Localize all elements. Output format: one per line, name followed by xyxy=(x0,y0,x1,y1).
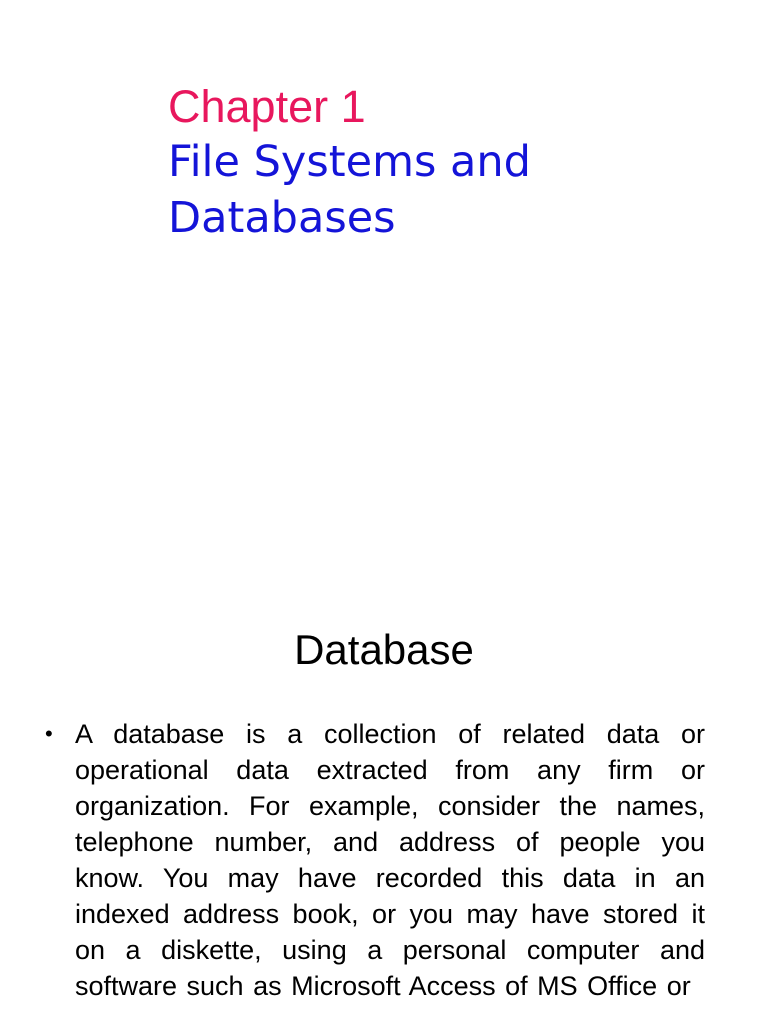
chapter-title-line-2: Databases xyxy=(168,193,396,243)
slide-title xyxy=(168,80,728,246)
bullet-text: A database is a collection of related data or operational data extracted from any firm or organization. For example, consider the names, telephone number, and address of people you know. You may have recorded this data in an indexed address book, or you may have stored it on a diskette, using a personal computer and software such as Microsoft Access of MS Office or xyxy=(75,719,705,1001)
list-item xyxy=(45,716,705,1004)
chapter-title-line-1: File Systems and xyxy=(168,137,531,187)
chapter-number: Chapter 1 xyxy=(168,81,366,132)
section-heading: Database xyxy=(294,626,474,673)
bullet-list xyxy=(45,716,705,1004)
bullet-icon: • xyxy=(45,721,53,746)
